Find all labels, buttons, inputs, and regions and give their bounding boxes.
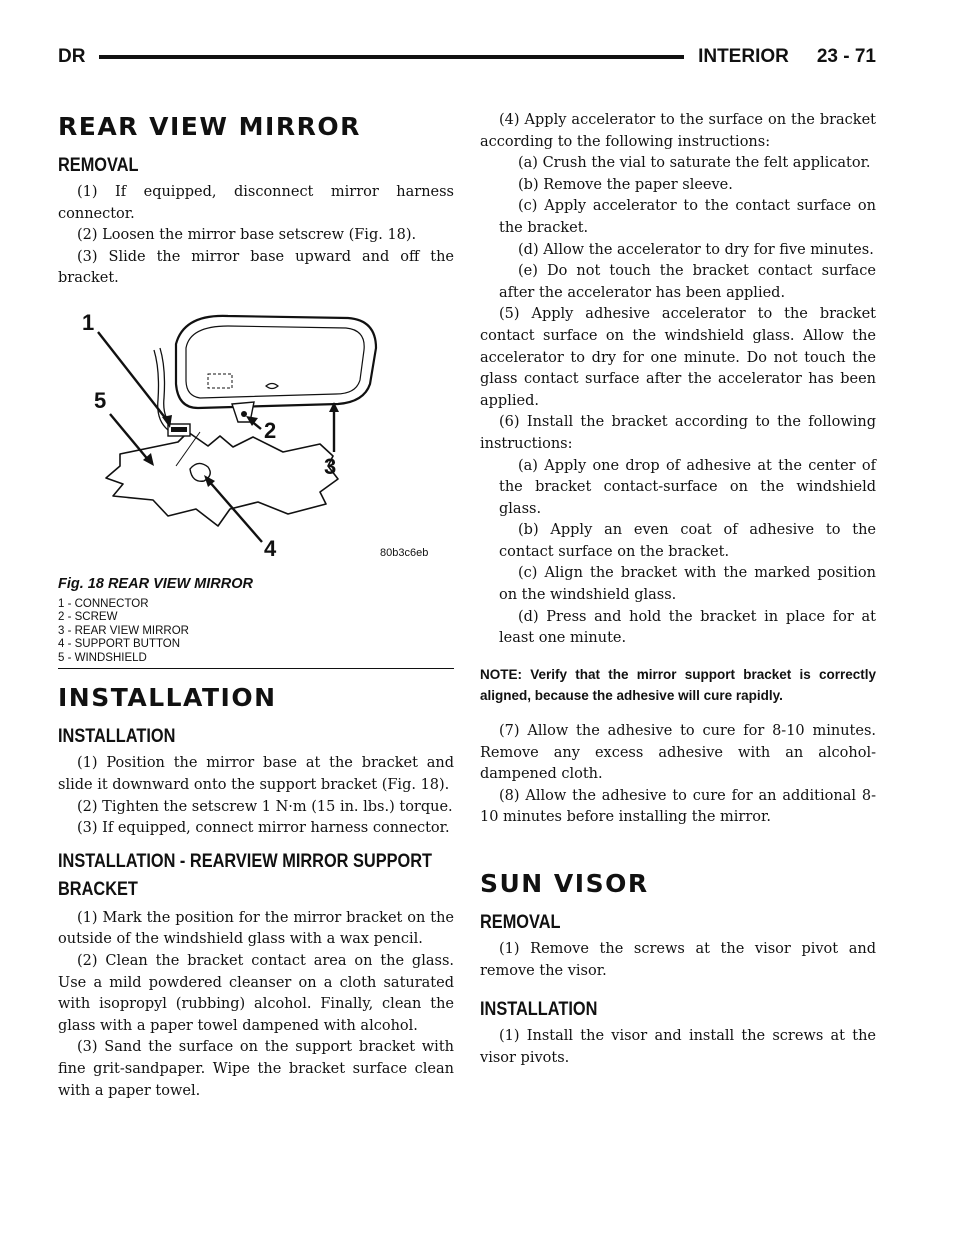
step-6-a: (a) Apply one drop of adhesive at the center of the bracket contact-surface on the windshield glass. [499, 457, 876, 517]
heading-support-bracket: INSTALLATION - REARVIEW MIRROR SUPPORT BRACKET [58, 850, 433, 900]
section-title-installation: INSTALLATION [58, 683, 277, 713]
rear-view-mirror-illustration [58, 304, 454, 574]
left-column [58, 104, 454, 1102]
header-model: DR [58, 46, 86, 67]
step-4-d: (d) Allow the accelerator to dry for five minutes. [518, 241, 874, 258]
callout-3: 3 [324, 453, 337, 479]
note-adhesive: NOTE: Verify that the mirror support bracket is correctly aligned, because the adhesive will cure rapidly. [480, 666, 876, 704]
bracket-step-6: (6) Install the bracket according to the following instructions: [480, 414, 876, 452]
step-4-c: (c) Apply accelerator to the contact surface on the bracket. [499, 198, 876, 236]
step-4-a: (a) Crush the vial to saturate the felt applicator. [518, 155, 871, 172]
legend-item: 1 - CONNECTOR [58, 597, 149, 610]
step-4-e: (e) Do not touch the bracket contact surface after the accelerator has been applied. [499, 263, 876, 301]
figure-18 [58, 304, 454, 670]
step-6-b: (b) Apply an even coat of adhesive to the contact surface on the bracket. [499, 522, 876, 560]
legend-item: 3 - REAR VIEW MIRROR [58, 624, 189, 637]
legend-item: 5 - WINDSHIELD [58, 651, 147, 664]
header-rule [99, 55, 684, 59]
figure-code: 80b3c6eb [380, 546, 429, 559]
step-6-d: (d) Press and hold the bracket in place for at least one minute. [499, 608, 876, 647]
bracket-step-7: (7) Allow the adhesive to cure for 8-10 minutes. Remove any excess adhesive with an alcohol-dampened cloth. [480, 723, 876, 783]
step-4-b: (b) Remove the paper sleeve. [518, 176, 733, 193]
removal-step-1: (1) If equipped, disconnect mirror harness connector. [58, 184, 454, 222]
bracket-step-3: (3) Sand the surface on the support bracket with fine grit-sandpaper. Wipe the bracket surface clean with a paper towel. [58, 1039, 454, 1099]
visor-installation-step-1: (1) Install the visor and install the screws at the visor pivots. [480, 1028, 876, 1066]
bracket-step-1: (1) Mark the position for the mirror bracket on the outside of the windshield glass with a wax pencil. [58, 909, 454, 948]
installation-step-1: (1) Position the mirror base at the bracket and slide it downward onto the support bracket (Fig. 18). [58, 755, 454, 794]
section-title-rear-view-mirror: REAR VIEW MIRROR [58, 112, 361, 141]
heading-installation: INSTALLATION [58, 726, 176, 748]
right-column [480, 110, 876, 1069]
figure-legend [58, 598, 454, 670]
header-page-number: 23 - 71 [816, 46, 876, 67]
figure-caption: Fig. 18 REAR VIEW MIRROR [58, 575, 253, 592]
page-header [58, 44, 876, 70]
section-title-sun-visor: SUN VISOR [480, 869, 649, 898]
callout-1: 1 [82, 309, 95, 335]
bracket-step-8: (8) Allow the adhesive to cure for an additional 8-10 minutes before installing the mirror. [480, 787, 876, 826]
bracket-step-5: (5) Apply adhesive accelerator to the bracket contact surface on the windshield glass. Allow the accelerator to dry for one minute. Do not touch the glass contact surface after the accelerator has been applied. [480, 306, 876, 409]
heading-removal: REMOVAL [58, 155, 139, 176]
installation-step-2: (2) Tighten the setscrew 1 N·m (15 in. lbs.) torque. [77, 798, 453, 815]
header-section: INTERIOR [698, 46, 789, 67]
bracket-step-4: (4) Apply accelerator to the surface on the bracket according to the following instructions: [480, 112, 876, 150]
legend-item: 4 - SUPPORT BUTTON [58, 638, 181, 651]
heading-visor-installation: INSTALLATION [480, 999, 598, 1021]
heading-visor-removal: REMOVAL [480, 912, 561, 933]
callout-4: 4 [264, 535, 277, 561]
removal-step-2: (2) Loosen the mirror base setscrew (Fig. 18). [77, 227, 417, 244]
bracket-step-2: (2) Clean the bracket contact area on the glass. Use a mild powdered cleanser on a cloth saturated with isopropyl (rubbing) alcohol. Finally, clean the glass with a paper towel dampened with alcohol. [58, 953, 454, 1034]
legend-item: 2 - SCREW [58, 611, 118, 624]
callout-2: 2 [264, 417, 277, 443]
visor-removal-step-1: (1) Remove the screws at the visor pivot and remove the visor. [480, 941, 876, 979]
callout-5: 5 [94, 387, 107, 413]
step-6-c: (c) Align the bracket with the marked position on the windshield glass. [499, 565, 876, 604]
installation-step-3: (3) If equipped, connect mirror harness connector. [77, 820, 450, 837]
removal-step-3: (3) Slide the mirror base upward and off the bracket. [58, 248, 454, 287]
